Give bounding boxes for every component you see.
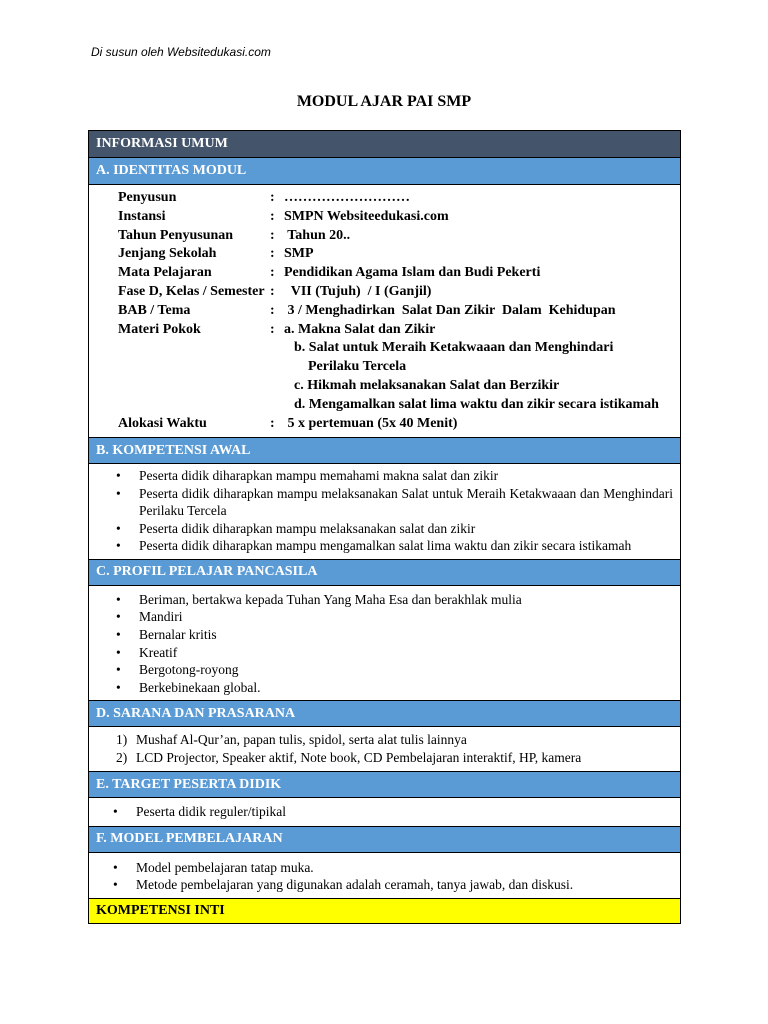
document-title: MODUL AJAR PAI SMP: [296, 93, 472, 110]
list-item: [116, 749, 673, 767]
identity-value: SMP: [284, 246, 314, 262]
identitas-modul-header: A. IDENTITAS MODUL: [89, 158, 680, 185]
identity-key: Mata Pelajaran: [118, 265, 212, 281]
materi-item: d. Mengamalkan salat lima waktu dan zikir secara istikamah: [294, 396, 659, 412]
target-peserta-section: [89, 798, 680, 826]
list-number: 2): [116, 750, 128, 766]
identity-key: Jenjang Sekolah: [118, 246, 217, 262]
list-text: Mushaf Al-Qur’an, papan tulis, spidol, serta alat tulis lainnya: [136, 732, 467, 748]
identity-key: Materi Pokok: [118, 321, 201, 337]
target-peserta-header: E. TARGET PESERTA DIDIK: [89, 771, 680, 798]
identity-row: [118, 283, 680, 302]
identity-value: Pendidikan Agama Islam dan Budi Pekerti: [284, 265, 541, 281]
identity-row: [118, 189, 680, 208]
list-item: • Bergotong-royong: [116, 661, 673, 679]
identity-value: Tahun 20..: [284, 227, 351, 243]
identity-value: SMPN Websiteedukasi.com: [284, 208, 449, 224]
informasi-umum-header: INFORMASI UMUM: [89, 131, 680, 158]
identity-value: ………………………: [284, 190, 410, 205]
identity-key: Instansi: [118, 208, 166, 224]
kompetensi-awal-header: B. KOMPETENSI AWAL: [89, 437, 680, 464]
profil-pelajar-section: [89, 586, 680, 701]
list-item: • Beriman, bertakwa kepada Tuhan Yang Maha Esa dan berakhlak mulia: [116, 591, 673, 609]
profil-pelajar-header: C. PROFIL PELAJAR PANCASILA: [89, 559, 680, 586]
identitas-modul-section: [89, 185, 680, 437]
model-pembelajaran-section: [89, 853, 680, 898]
identity-colon: :: [270, 246, 275, 262]
materi-item: b. Salat untuk Meraih Ketakwaaan dan Menghindari: [294, 340, 614, 356]
identity-row: [118, 264, 680, 283]
sarana-prasarana-section: [89, 727, 680, 771]
model-pembelajaran-header: F. MODEL PEMBELAJARAN: [89, 826, 680, 853]
identity-key: Fase D, Kelas / Semester: [118, 283, 265, 299]
identity-row: [118, 245, 680, 264]
list-item: • Peserta didik diharapkan mampu melaksanakan salat dan zikir: [116, 520, 673, 538]
list-item: • Kreatif: [116, 644, 673, 662]
identity-key: Alokasi Waktu: [118, 415, 207, 431]
identity-value: 3 / Menghadirkan Salat Dan Zikir Dalam Kehidupan: [284, 302, 616, 318]
list-number: 1): [116, 732, 128, 748]
materi-item: a. Makna Salat dan Zikir: [284, 321, 436, 337]
list-item: [116, 731, 673, 749]
identity-colon: :: [270, 302, 275, 318]
identity-value: 5 x pertemuan (5x 40 Menit): [284, 415, 458, 431]
list-item: • Peserta didik reguler/tipikal: [113, 803, 673, 821]
identity-row: [118, 302, 680, 321]
list-item: • Bernalar kritis: [116, 626, 673, 644]
list-item: • Metode pembelajaran yang digunakan adalah ceramah, tanya jawab, dan diskusi.: [113, 876, 673, 894]
identity-key: BAB / Tema: [118, 302, 191, 318]
identity-key: Tahun Penyusunan: [118, 227, 234, 243]
list-item: • Peserta didik diharapkan mampu memahami makna salat dan zikir: [116, 467, 673, 485]
identity-colon: :: [270, 208, 275, 224]
identity-value: VII (Tujuh) / I (Ganjil): [284, 283, 432, 299]
identity-colon: :: [270, 190, 275, 205]
list-item: • Peserta didik diharapkan mampu melaksanakan Salat untuk Meraih Ketakwaaan dan Menghindari Perilaku Tercela: [116, 485, 673, 520]
materi-pokok-list: [284, 321, 680, 415]
identity-colon: :: [270, 283, 275, 299]
kompetensi-awal-section: [89, 464, 680, 559]
list-text: LCD Projector, Speaker aktif, Note book, CD Pembelajaran interaktif, HP, kamera: [136, 750, 582, 766]
list-item: • Mandiri: [116, 608, 673, 626]
identity-colon: :: [270, 321, 275, 337]
identity-row: [118, 415, 680, 434]
header-note: Di susun oleh Websitedukasi.com: [91, 45, 271, 59]
list-item: • Model pembelajaran tatap muka.: [113, 859, 673, 877]
identity-colon: :: [270, 227, 275, 243]
module-table: [88, 130, 681, 924]
materi-item-continuation: Perilaku Tercela: [308, 359, 407, 375]
identity-colon: :: [270, 265, 275, 281]
sarana-prasarana-header: D. SARANA DAN PRASARANA: [89, 700, 680, 727]
identity-row: [118, 208, 680, 227]
list-item: • Peserta didik diharapkan mampu mengamalkan salat lima waktu dan zikir secara istikamah: [116, 537, 673, 555]
materi-pokok-row: [118, 321, 680, 415]
identity-colon: :: [270, 415, 275, 431]
kompetensi-inti-header: KOMPETENSI INTI: [89, 898, 680, 923]
materi-item: c. Hikmah melaksanakan Salat dan Berzikir: [294, 377, 560, 393]
identity-row: [118, 227, 680, 246]
identity-key: Penyusun: [118, 190, 177, 205]
list-item: • Berkebinekaan global.: [116, 679, 673, 697]
